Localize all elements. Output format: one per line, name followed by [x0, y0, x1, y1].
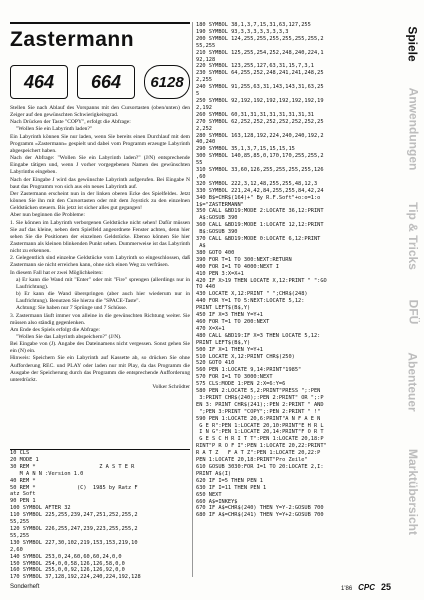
cpc-664-logo: 664 [77, 65, 135, 99]
code-line: 620 IF I=5 THEN PEN 1 [196, 477, 263, 484]
paragraph: Der Zastermann erscheint nun in der linken oberen Ecke des Spielfeldes. Jetzt können Sie ihn mit den Cursortasten oder mit dem Joystick zu den einzelnen Geldstücken steuern. Bis jetzt ist sicher alles gut gegangen! [10, 190, 190, 212]
article-title: Zastermann [10, 28, 135, 51]
page-number: 25 [381, 582, 392, 592]
paragraph: Nach Drücken der Taste "COPY", erfolgt die Abfrage: [10, 119, 131, 126]
code-line: 40 REM * [10, 477, 36, 484]
code-line: 190 SYMBOL 93,3,3,3,3,3,3,3,3 [196, 28, 289, 35]
code-line: TO 440 [196, 284, 216, 291]
code-line: 5 [196, 91, 200, 98]
code-line: 140 SYMBOL 253,0,24,60,60,60,24,0,0 [10, 553, 122, 560]
listing-lines [10, 450, 190, 581]
sidebar-item-marktuebersicht: Marktübersicht [406, 448, 420, 536]
code-line: 210 SYMBOL 125,255,254,252,248,240,224,1 [196, 49, 324, 56]
code-line: 30 REM * Z A S T E R [10, 463, 135, 470]
code-line: 430 LOCATE X,12:PRINT " ";CHR$(248) [196, 291, 308, 298]
code-line: PRINT LEFT$(B$,Y) [196, 339, 251, 346]
listing-lines [196, 22, 396, 519]
code-line: 2,192 [196, 104, 212, 111]
code-line: G E R":PEN 1:LOCATE 20,10:PRINT"E H R L [196, 422, 324, 429]
computer-logos [10, 62, 190, 102]
code-line: 450 IF X=3 THEN Y=Y+1 [196, 312, 263, 319]
code-line: 55,255 [196, 42, 216, 49]
code-line: 280 SYMBOL 163,128,192,224,240,240,192,2 [196, 132, 324, 139]
code-line: PEN 1:LOCATE 20,18:PRINT"Pro Zeile" [196, 457, 308, 464]
code-line: 360 CALL &BD19:MODE 1:LOCATE 12,12:PRINT [196, 222, 324, 229]
code-line: 120 SYMBOL 226,255,247,239,223,255,255,2 [10, 525, 138, 532]
code-line: 2,60 [10, 546, 23, 553]
code-line: 590 PEN 1:LOCATE 20,6:PRINT"A N F A E N [196, 415, 321, 422]
code-line: I N G":PEN 1:LOCATE 20,14:PRINT"F O R T [196, 429, 324, 436]
code-line: G E S C H R I T T":PEN 1:LOCATE 20,18:P [196, 436, 324, 443]
code-line: atz Soft [10, 491, 36, 498]
code-line: 350 CALL &BD19:MODE 2:LOCATE 36,12:PRINT [196, 208, 324, 215]
paragraph: Ein Labyrinth können Sie nur laden, wenn Sie bereits einen Durchlauf mit dem Programm »Zastermann« gespielt und dabei vom Programm erzeugte Labyrinth abgespeichert haben. [10, 133, 190, 154]
paragraph: Nach der Eingabe J wird das gewünschte Labyrinth aufgerufen. Bei Eingabe N baut das Programm von sich aus ein neues Labyrinth auf. [10, 176, 190, 190]
title-rule [10, 22, 190, 24]
code-line: 570 FOR I=1 TO 3000:NEXT [196, 374, 273, 381]
code-line: PRINT LEFT$(B$,Y) [196, 305, 251, 312]
code-line: A$ [196, 243, 206, 249]
code-line: 575 CLS:MODE 1:PEN 2:X=6:Y=6 [196, 381, 286, 388]
sidebar-item-dfue: DFÜ [406, 299, 421, 325]
code-line: 1$="ZASTERMANN" [196, 201, 244, 208]
code-line: 440 FOR Y=1 TO 5:NEXT:LOCATE 5,12: [196, 298, 305, 305]
code-line: 390 FOR T=1 TO 300:NEXT:RETURN [196, 256, 292, 263]
code-line: A$:GOSUB 390 [196, 215, 238, 222]
code-line: 400 FOR I=1 TO 4000:NEXT I [196, 263, 279, 270]
code-line: 150 SYMBOL 254,0,0,58,126,126,58,0,0 [10, 560, 125, 567]
code-line: 92,128 [196, 56, 216, 63]
paragraph: 1. Sie können im Labyrinth verborgenen Geldstücke nicht sehen! Dafür müssen Sie auf das kleine, neben dem Spielfeld angeordnete Fenster achten, denn hier sehen Sie die Positionen der einzelnen Geldstücke. Ebenso können Sie hier Zastermann als kleinen blinkenden Punkt sehen. Dummerweise ist das Labyrinth nicht zu erkennen. [10, 219, 190, 255]
footer-pageinfo [341, 582, 391, 592]
code-line: 660 A$=INKEY$ [196, 498, 238, 505]
cpc-6128-logo: 6128 [144, 65, 190, 99]
code-line: 560 PEN 1:LOCATE 9,14:PRINT"1985" [196, 367, 302, 374]
paragraph: "Wollen Sie das Labyrinth abspeichern?" (J/N). [16, 334, 122, 340]
code-line: 290 SYMBOL 35,1,3,7,15,15,15,15 [196, 146, 295, 153]
code-line: 130 SYMBOL 227,30,102,219,153,153,219,10 [10, 539, 138, 546]
code-line: 260 SYMBOL 60,31,31,31,31,31,31,31,31 [196, 111, 314, 118]
paragraph: 2. Gelegentlich sind einzelne Geldstücke vom Labyrinth so eingeschlossen, daß Zastermann sie nicht erreichen kann, ohne sich einen Weg zu verfräsen. [10, 255, 190, 269]
code-line: 2,252 [196, 125, 212, 132]
code-line: 470 X=X+1 [196, 325, 225, 332]
code-line: 340 B$=CHR$(164)+" By R.F.Soft"+o:o=1:o [196, 194, 321, 201]
code-line: 180 SYMBOL 38,1,3,7,15,31,63,127,255 [196, 22, 311, 28]
code-line: 670 IF A$=CHR$(240) THEN Y=Y-2:GOSUB 700 [196, 505, 324, 512]
paragraph: Nach der Abfrage: "Wollen Sie ein Labyrinth laden?" (J/N) entsprechende Eingabe tätigen und, wenn J vorher vorgegebenen Namen des gewünschten Labyrinths eingeben. [10, 155, 190, 176]
code-line: 630 IF I=11 THEN PEN 1 [196, 484, 267, 491]
paragraph: 3. Zastermann läuft immer von alleine in die gewünschten Richtung weiter. Sie müssen also ständig gegenlenken. [10, 312, 190, 326]
paragraph: Aber nun beginnen die Probleme: [10, 212, 85, 219]
code-line: 610 GOSUB 3030:FOR I=1 TO 20:LOCATE 2,I: [196, 464, 324, 470]
code-line: 50 REM * (C) 1985 by Ratz F [10, 484, 138, 491]
magazine-name: CPC [358, 583, 376, 592]
footer-section: Sonderheft [10, 584, 40, 590]
article-body [10, 105, 190, 391]
sidebar-item-anwendungen: Anwendungen [406, 87, 421, 171]
paragraph: "Wollen Sie ein Labyrinth laden?" [16, 126, 93, 133]
code-line: 320 SYMBOL 222,3,12,48,255,255,48,12,3 [196, 180, 318, 187]
code-line: 410 PEN 3:X=X+1 [196, 270, 244, 277]
code-line: 10 CLS [10, 450, 30, 456]
paragraph: Hinweis: Speichern Sie ein Labyrinth auf Kassette ab, so drücken Sie ohne Aufforderung REC. und PLAY oder laden nur mit Play, da das Programm die Ausgabe der Speicherung durch das Programm die entsprechende Aufforderung unterdrückt. [10, 355, 190, 383]
code-line: M A N N :Version 1.0 [10, 470, 84, 477]
sidebar-item-tips: Tip & Tricks [406, 202, 420, 270]
code-line: 2,255 [196, 77, 212, 84]
code-line: 370 CALL &BD19:MODE 0:LOCATE 6,12:PRINT [196, 236, 321, 243]
code-line: 160 SYMBOL 255,0,0,92,126,126,92,0,0 [10, 567, 125, 574]
code-line: 480 CALL &BD19:IF X=3 THEN LOCATE 5,12: [196, 332, 321, 339]
code-line: 20 MODE 1 [10, 456, 39, 463]
code-line: 300 SYMBOL 140,85,85,0,170,170,255,255,2 [196, 153, 324, 160]
paragraph: b) Er kann die Wand überspringen (aber auch hier wiederum nur in Laufrichtung). Benutzen Sie hierzu die "SPACE-Taste". [16, 291, 190, 305]
code-line: EN 3: PRINT CHR$(241);:PEN 2:PRINT " AND [196, 401, 324, 408]
code-line: 330 SYMBOL 221,24,42,84,255,255,84,42,24 [196, 187, 324, 194]
code-line: 200 SYMBOL 124,255,255,255,255,255,255,2 [196, 35, 324, 42]
paragraph: Achtung: Sie haben nur 7 Sprünge und 7 Schüsse. [16, 305, 128, 312]
paragraph: a) Er kann die Wand mit "Enter" oder mit "Fire" sprengen (allerdings nur in Laufrichtung). [16, 276, 190, 290]
code-line: 110 SYMBOL 225,255,239,247,251,252,255,2 [10, 512, 138, 519]
cpc-464-logo: 464 [10, 65, 68, 99]
code-line: ";PEN 3:PRINT "COPY";:PEN 2:PRINT " !" [196, 408, 321, 415]
code-line: 580 PEN 2:LOCATE 5,2:PRINT"PRESS ";:PEN [196, 388, 321, 395]
paragraph: Stellen Sie nach Ablauf des Vorspanns mit den Cursortasten (oben/unten) den Zeiger auf den gewünschten Schwierigkeitsgrad. [10, 105, 190, 119]
code-line: 55 [196, 160, 203, 167]
code-line: 680 IF A$=CHR$(241) THEN Y=Y+2:GOSUB 700 [196, 512, 324, 519]
code-line: 55,255 [10, 532, 30, 539]
code-line: 240 SYMBOL 91,255,63,31,143,143,31,63,25 [196, 84, 324, 91]
code-line: PRINT A$(I) [196, 470, 232, 477]
code-line: 520 GOTO 410 [196, 360, 235, 367]
section-sidebar [402, 0, 424, 600]
code-line: 310 SYMBOL 33,60,126,255,255,255,255,126 [196, 167, 324, 174]
code-line: 650 NEXT [196, 491, 222, 498]
column-divider [192, 22, 193, 577]
code-line: ,60 [196, 173, 206, 180]
code-listing-left [10, 449, 190, 581]
author-signature: Volker Schrödter [152, 384, 190, 391]
code-line: 220 SYMBOL 123,255,127,63,31,15,7,3,1 [196, 63, 314, 70]
code-line: 380 GOTO 400 [196, 249, 235, 256]
paragraph: Bei Eingabe von (J). Angabe des Dateinamens nicht vergessen. Sonst gehen Sie ein (N) ein. [10, 341, 190, 355]
code-listing-right [196, 22, 396, 577]
code-line: 100 SYMBOL AFTER 32 [10, 505, 71, 512]
paragraph: In diesem Fall hat er zwei Möglichkeiten: [10, 269, 103, 276]
code-line: 500 IF X=1 THEN Y=Y+1 [196, 346, 263, 353]
code-line: 510 LOCATE X,12:PRINT CHR$(250) [196, 353, 295, 360]
code-line: 460 FOR T=1 TO 200:NEXT [196, 318, 270, 325]
code-line: 270 SYMBOL 62,252,252,252,252,252,252,25 [196, 118, 324, 125]
code-line: 170 SYMBOL 37,128,192,224,240,224,192,128 [10, 574, 141, 581]
sidebar-item-abenteuer: Abenteuer [406, 352, 420, 412]
code-line: 55,255 [10, 519, 30, 526]
code-line: R A T Z F A T Z":PEN 1:LOCATE 20,22:P [196, 450, 321, 457]
issue-number: 1'86 [341, 586, 353, 592]
code-line: RINT"P R O F I":PEN 1:LOCATE 20,22:PRINT" [196, 443, 327, 450]
paragraph: Am Ende des Spiels erfolgt die Abfrage: [10, 326, 100, 333]
code-line: 3:PRINT CHR$(240);:PEN 2:PRINT" OR ";:P [196, 394, 324, 401]
sidebar-item-spiele: Spiele [406, 26, 421, 62]
code-line: 250 SYMBOL 92,192,192,192,192,192,192,19 [196, 97, 324, 104]
code-line: 420 IF X>19 THEN LOCATE X,12:PRINT " ":GO [196, 277, 327, 284]
code-line: 90 PEN 1 [10, 498, 36, 505]
code-line: 230 SYMBOL 64,255,252,248,241,241,248,25 [196, 70, 324, 77]
code-line: 40,240 [196, 139, 216, 146]
code-line: B$:GOSUB 390 [196, 229, 238, 236]
